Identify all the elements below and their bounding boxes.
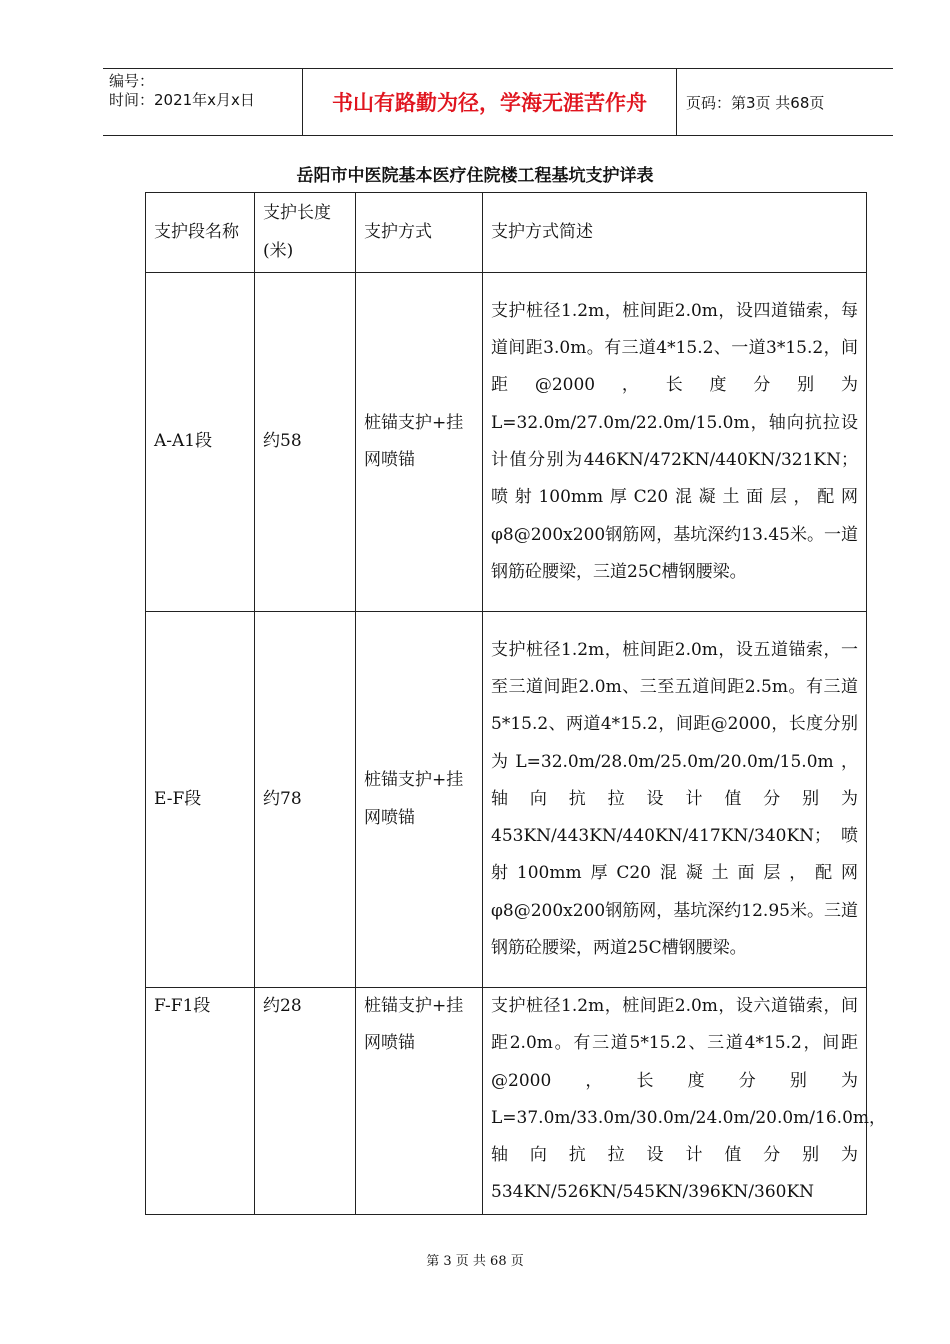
cell-length: 约58 <box>255 273 356 612</box>
cell-description: 支护桩径1.2m，桩间距2.0m，设六道锚索，间距2.0m。有三道5*15.2、三道4*15.2，间距@2000，长度分别为L=37.0m/33.0m/30.0m/24.0m/20.0m/16.0m，轴向抗拉设计值分别为534KN/526KN/545KN/396KN/360KN <box>483 988 867 1215</box>
header-meta <box>103 69 303 135</box>
table-header-row <box>146 193 867 273</box>
table-row <box>146 273 867 612</box>
page-footer: 第 3 页 共 68 页 <box>426 1254 524 1269</box>
header-motto: 书山有路勤为径，学海无涯苦作舟 <box>303 69 677 135</box>
cell-length: 约78 <box>255 612 356 988</box>
cell-description: 支护桩径1.2m，桩间距2.0m，设四道锚索，每道间距3.0m。有三道4*15.2、一道3*15.2，间距@2000，长度分别为L=32.0m/27.0m/22.0m/15.0m，轴向抗拉设计值分别为446KN/472KN/440KN/321KN；喷射100mm厚C20混凝土面层，配网φ8@200x200钢筋网，基坑深约13.45米。一道钢筋砼腰梁，三道25C槽钢腰梁。 <box>483 273 867 612</box>
header-description: 支护方式简述 <box>483 193 867 273</box>
header-length: 支护长度(米) <box>255 193 356 273</box>
page-header <box>103 68 893 136</box>
header-method: 支护方式 <box>356 193 483 273</box>
page-title: 岳阳市中医院基本医疗住院楼工程基坑支护详表 <box>296 166 654 186</box>
header-segment: 支护段名称 <box>146 193 255 273</box>
cell-segment: F-F1段 <box>146 988 255 1215</box>
cell-method: 桩锚支护+挂网喷锚 <box>356 988 483 1215</box>
cell-length: 约28 <box>255 988 356 1215</box>
cell-segment: E-F段 <box>146 612 255 988</box>
cell-segment: A-A1段 <box>146 273 255 612</box>
table-row <box>146 988 867 1215</box>
cell-method: 桩锚支护+挂网喷锚 <box>356 612 483 988</box>
cell-description: 支护桩径1.2m，桩间距2.0m，设五道锚索，一至三道间距2.0m、三至五道间距2.5m。有三道5*15.2、两道4*15.2，间距@2000，长度分别为L=32.0m/28.0m/25.0m/20.0m/15.0m，轴向抗拉设计值分别为453KN/443KN/440KN/417KN/340KN；喷射100mm厚C20混凝土面层，配网φ8@200x200钢筋网，基坑深约12.95米。三道钢筋砼腰梁，两道25C槽钢腰梁。 <box>483 612 867 988</box>
cell-method: 桩锚支护+挂网喷锚 <box>356 273 483 612</box>
table-row <box>146 612 867 988</box>
support-detail-table <box>145 192 887 1215</box>
document-number-label: 编号： <box>109 72 155 90</box>
header-page-code: 页码：第3页 共68页 <box>686 93 825 112</box>
document-time-label: 时间：2021年x月x日 <box>109 91 255 109</box>
